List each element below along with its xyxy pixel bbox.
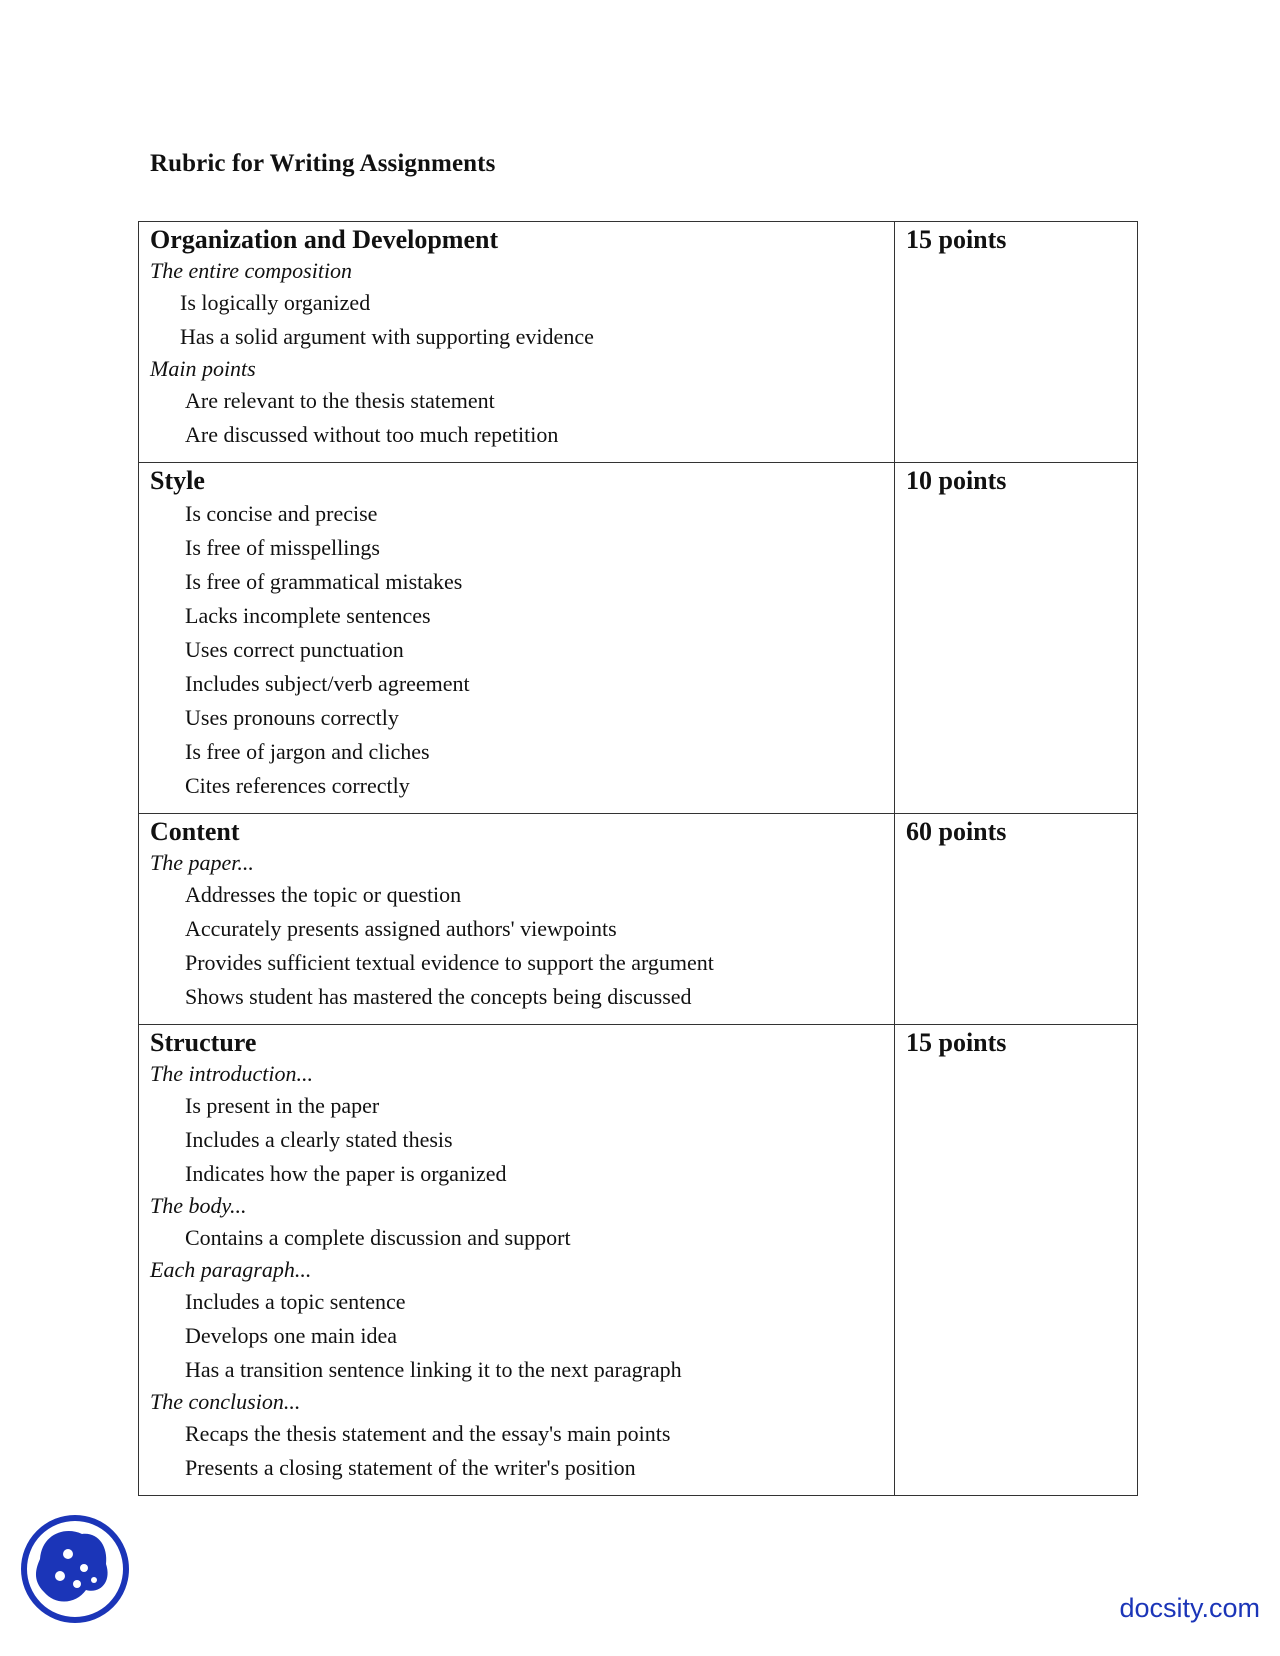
- points-cell: [895, 1025, 1138, 1496]
- points-cell: [895, 222, 1138, 463]
- criterion-item: Is free of misspellings: [185, 535, 380, 560]
- rubric-row: [139, 1025, 1138, 1496]
- points-cell: [895, 814, 1138, 1025]
- criterion-item: Is logically organized: [180, 290, 371, 315]
- criterion-item: Develops one main idea: [185, 1323, 397, 1348]
- criterion-subheading: The paper...: [150, 850, 254, 875]
- docsity-logo-icon: [20, 1514, 130, 1624]
- criterion-item: Has a transition sentence linking it to the next paragraph: [185, 1357, 682, 1382]
- criterion-cell: [139, 463, 895, 814]
- criterion-subheading: The entire composition: [150, 258, 353, 283]
- criterion-cell: [139, 222, 895, 463]
- points-cell: [895, 463, 1138, 814]
- criterion-item: Provides sufficient textual evidence to support the argument: [185, 950, 714, 975]
- rubric-row: [139, 222, 1138, 463]
- points-value: 15 points: [906, 225, 1007, 254]
- criterion-subheading: The body...: [150, 1193, 247, 1218]
- criterion-item: Accurately presents assigned authors' viewpoints: [185, 916, 617, 941]
- rubric-row: [139, 463, 1138, 814]
- criterion-heading: Style: [150, 466, 205, 495]
- criterion-heading: Structure: [150, 1028, 257, 1057]
- criterion-item: Has a solid argument with supporting evidence: [180, 324, 594, 349]
- docsity-brand-link[interactable]: docsity.com: [1119, 1593, 1260, 1623]
- criterion-item: Indicates how the paper is organized: [185, 1161, 507, 1186]
- criterion-item: Includes a clearly stated thesis: [185, 1127, 453, 1152]
- criterion-item: Shows student has mastered the concepts being discussed: [185, 984, 692, 1009]
- criterion-item: Are discussed without too much repetition: [185, 422, 559, 447]
- criterion-item: Is concise and precise: [185, 501, 378, 526]
- rubric-table: [138, 221, 1138, 1496]
- points-value: 10 points: [906, 466, 1007, 495]
- criterion-item: Are relevant to the thesis statement: [185, 388, 495, 413]
- criterion-subheading: The introduction...: [150, 1061, 313, 1086]
- criterion-subheading: The conclusion...: [150, 1389, 301, 1414]
- criterion-item: Addresses the topic or question: [185, 882, 462, 907]
- criterion-item: Includes a topic sentence: [185, 1289, 406, 1314]
- rubric-body: [139, 222, 1138, 1496]
- criterion-heading: Content: [150, 817, 240, 846]
- criterion-item: Uses pronouns correctly: [185, 705, 399, 730]
- points-value: 60 points: [906, 817, 1007, 846]
- rubric-row: [139, 814, 1138, 1025]
- criterion-item: Cites references correctly: [185, 773, 410, 798]
- criterion-cell: [139, 814, 895, 1025]
- criterion-item: Is present in the paper: [185, 1093, 380, 1118]
- criterion-item: Uses correct punctuation: [185, 637, 404, 662]
- points-value: 15 points: [906, 1028, 1007, 1057]
- criterion-item: Includes subject/verb agreement: [185, 671, 470, 696]
- page-title: Rubric for Writing Assignments: [150, 150, 496, 177]
- criterion-item: Lacks incomplete sentences: [185, 603, 431, 628]
- criterion-item: Is free of jargon and cliches: [185, 739, 430, 764]
- criterion-subheading: Each paragraph...: [150, 1257, 312, 1282]
- criterion-item: Recaps the thesis statement and the essay's main points: [185, 1421, 671, 1446]
- criterion-item: Presents a closing statement of the writer's position: [185, 1455, 636, 1480]
- criterion-subheading: Main points: [150, 356, 256, 381]
- criterion-heading: Organization and Development: [150, 225, 499, 254]
- criterion-item: Contains a complete discussion and support: [185, 1225, 571, 1250]
- criterion-cell: [139, 1025, 895, 1496]
- criterion-item: Is free of grammatical mistakes: [185, 569, 463, 594]
